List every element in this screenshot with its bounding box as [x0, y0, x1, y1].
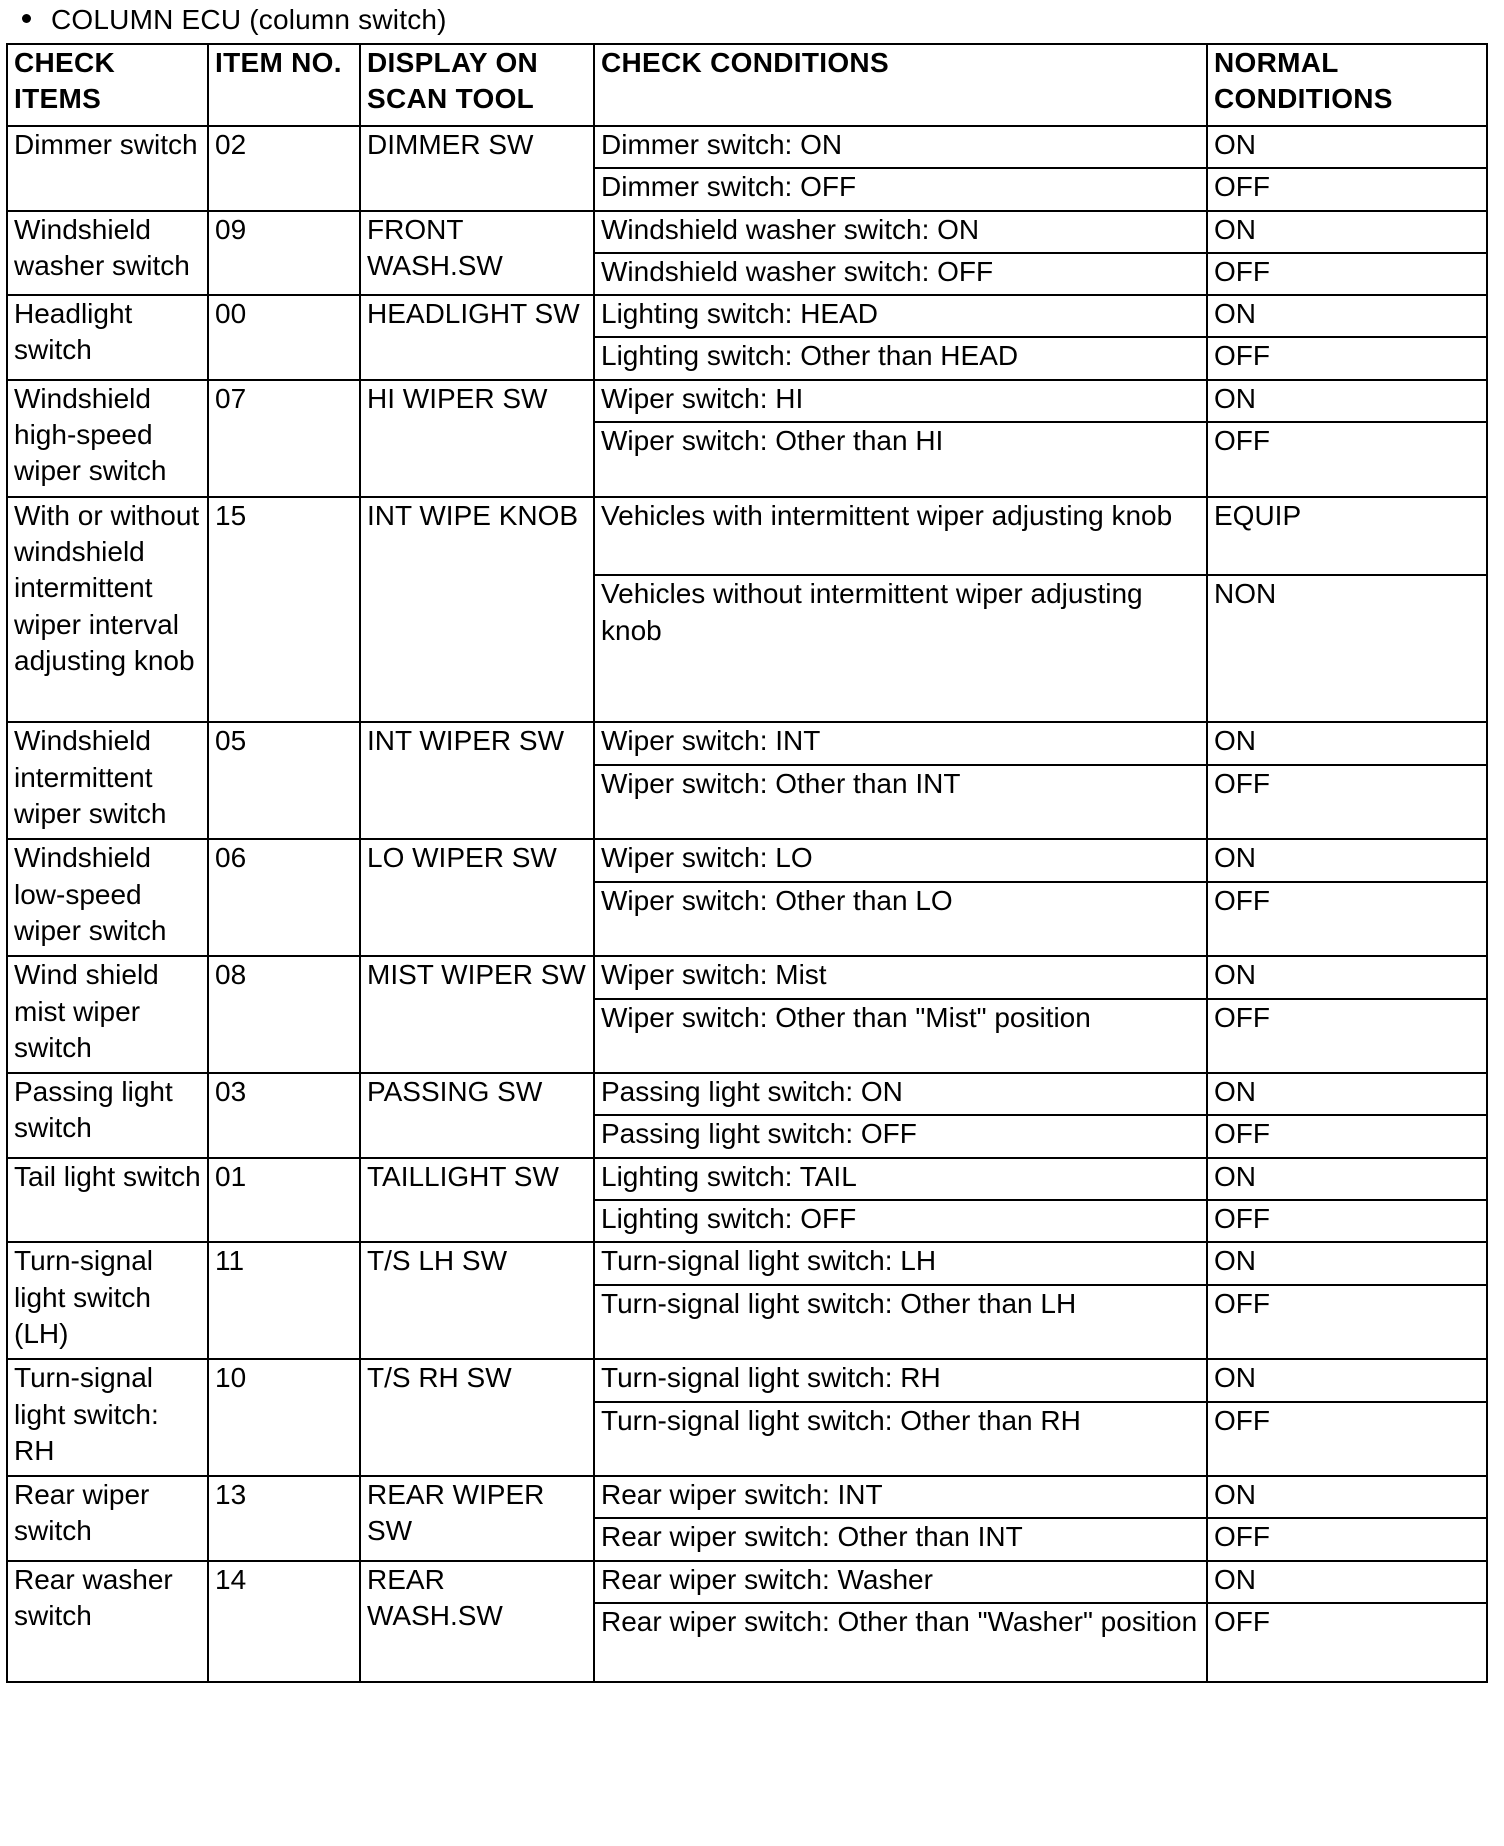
table-row	[7, 1242, 1487, 1284]
check-item-cell: Headlight switch	[7, 295, 208, 380]
normal-condition-cell: ON	[1207, 380, 1487, 422]
check-condition-cell: Passing light switch: ON	[594, 1073, 1207, 1115]
normal-condition-cell: OFF	[1207, 882, 1487, 957]
item-no-cell: 11	[208, 1242, 360, 1359]
item-no-cell: 15	[208, 497, 360, 723]
check-condition-cell: Turn-signal light switch: Other than LH	[594, 1285, 1207, 1360]
header-row	[7, 44, 1487, 126]
normal-condition-cell: ON	[1207, 211, 1487, 253]
normal-condition-cell: OFF	[1207, 765, 1487, 840]
display-cell: LO WIPER SW	[360, 839, 594, 956]
display-cell: PASSING SW	[360, 1073, 594, 1158]
check-item-cell: Rear wiper switch	[7, 1476, 208, 1561]
check-condition-cell: Rear wiper switch: INT	[594, 1476, 1207, 1518]
table-row	[7, 497, 1487, 576]
check-condition-cell: Lighting switch: TAIL	[594, 1158, 1207, 1200]
table-row	[7, 380, 1487, 422]
check-condition-cell: Rear wiper switch: Other than "Washer" position	[594, 1603, 1207, 1682]
check-condition-cell: Vehicles with intermittent wiper adjusting knob	[594, 497, 1207, 576]
header-normal-conditions: NORMAL CONDITIONS	[1207, 44, 1487, 126]
normal-condition-cell: ON	[1207, 1476, 1487, 1518]
check-condition-cell: Wiper switch: Other than HI	[594, 422, 1207, 497]
check-condition-cell: Wiper switch: Other than "Mist" position	[594, 999, 1207, 1074]
normal-condition-cell: OFF	[1207, 1402, 1487, 1477]
display-cell: REAR WASH.SW	[360, 1561, 594, 1682]
check-condition-cell: Dimmer switch: OFF	[594, 168, 1207, 210]
normal-condition-cell: OFF	[1207, 422, 1487, 497]
check-condition-cell: Wiper switch: LO	[594, 839, 1207, 881]
display-cell: HI WIPER SW	[360, 380, 594, 497]
item-no-cell: 08	[208, 956, 360, 1073]
check-item-cell: Windshield high-speed wiper switch	[7, 380, 208, 497]
item-no-cell: 02	[208, 126, 360, 211]
check-condition-cell: Windshield washer switch: OFF	[594, 253, 1207, 295]
normal-condition-cell: OFF	[1207, 1200, 1487, 1242]
section-heading	[22, 2, 447, 38]
check-condition-cell: Wiper switch: HI	[594, 380, 1207, 422]
check-condition-cell: Passing light switch: OFF	[594, 1115, 1207, 1157]
normal-condition-cell: NON	[1207, 575, 1487, 722]
display-cell: T/S LH SW	[360, 1242, 594, 1359]
item-no-cell: 13	[208, 1476, 360, 1561]
check-condition-cell: Wiper switch: Other than INT	[594, 765, 1207, 840]
check-item-cell: With or without windshield intermittent wiper interval adjusting knob	[7, 497, 208, 723]
normal-condition-cell: ON	[1207, 956, 1487, 998]
normal-condition-cell: OFF	[1207, 168, 1487, 210]
normal-condition-cell: OFF	[1207, 1603, 1487, 1682]
display-cell: INT WIPER SW	[360, 722, 594, 839]
check-item-cell: Windshield intermittent wiper switch	[7, 722, 208, 839]
display-cell: T/S RH SW	[360, 1359, 594, 1476]
header-check-items: CHECK ITEMS	[7, 44, 208, 126]
display-cell: TAILLIGHT SW	[360, 1158, 594, 1243]
check-item-cell: Turn-signal light switch: RH	[7, 1359, 208, 1476]
normal-condition-cell: OFF	[1207, 999, 1487, 1074]
normal-condition-cell: OFF	[1207, 253, 1487, 295]
check-condition-cell: Rear wiper switch: Washer	[594, 1561, 1207, 1603]
normal-condition-cell: OFF	[1207, 1518, 1487, 1560]
check-condition-cell: Vehicles without intermittent wiper adjusting knob	[594, 575, 1207, 722]
item-no-cell: 05	[208, 722, 360, 839]
table-row	[7, 1476, 1487, 1518]
table-row	[7, 1158, 1487, 1200]
header-item-no: ITEM NO.	[208, 44, 360, 126]
normal-condition-cell: ON	[1207, 1359, 1487, 1401]
item-no-cell: 00	[208, 295, 360, 380]
check-condition-cell: Wiper switch: Other than LO	[594, 882, 1207, 957]
check-condition-cell: Turn-signal light switch: LH	[594, 1242, 1207, 1284]
table-row	[7, 1561, 1487, 1603]
check-item-cell: Wind shield mist wiper switch	[7, 956, 208, 1073]
normal-condition-cell: ON	[1207, 1158, 1487, 1200]
check-condition-cell: Turn-signal light switch: Other than RH	[594, 1402, 1207, 1477]
normal-condition-cell: OFF	[1207, 1285, 1487, 1360]
display-cell: HEADLIGHT SW	[360, 295, 594, 380]
table-row	[7, 839, 1487, 881]
display-cell: INT WIPE KNOB	[360, 497, 594, 723]
check-item-cell: Passing light switch	[7, 1073, 208, 1158]
check-condition-cell: Lighting switch: Other than HEAD	[594, 337, 1207, 379]
normal-condition-cell: OFF	[1207, 1115, 1487, 1157]
item-no-cell: 06	[208, 839, 360, 956]
check-item-cell: Tail light switch	[7, 1158, 208, 1243]
normal-condition-cell: ON	[1207, 1073, 1487, 1115]
item-no-cell: 14	[208, 1561, 360, 1682]
check-condition-cell: Lighting switch: HEAD	[594, 295, 1207, 337]
display-cell: DIMMER SW	[360, 126, 594, 211]
header-check-conditions: CHECK CONDITIONS	[594, 44, 1207, 126]
normal-condition-cell: ON	[1207, 1561, 1487, 1603]
bullet-icon	[22, 14, 31, 23]
item-no-cell: 09	[208, 211, 360, 296]
item-no-cell: 01	[208, 1158, 360, 1243]
normal-condition-cell: EQUIP	[1207, 497, 1487, 576]
normal-condition-cell: ON	[1207, 295, 1487, 337]
check-condition-cell: Rear wiper switch: Other than INT	[594, 1518, 1207, 1560]
table-row	[7, 1359, 1487, 1401]
normal-condition-cell: OFF	[1207, 337, 1487, 379]
check-condition-cell: Dimmer switch: ON	[594, 126, 1207, 168]
display-cell: REAR WIPER SW	[360, 1476, 594, 1561]
normal-condition-cell: ON	[1207, 126, 1487, 168]
check-condition-cell: Windshield washer switch: ON	[594, 211, 1207, 253]
check-item-cell: Dimmer switch	[7, 126, 208, 211]
table-row	[7, 126, 1487, 168]
normal-condition-cell: ON	[1207, 722, 1487, 764]
table-row	[7, 295, 1487, 337]
table-row	[7, 956, 1487, 998]
normal-condition-cell: ON	[1207, 839, 1487, 881]
check-condition-cell: Turn-signal light switch: RH	[594, 1359, 1207, 1401]
item-no-cell: 07	[208, 380, 360, 497]
table-body	[7, 126, 1487, 1682]
section-title: COLUMN ECU (column switch)	[51, 4, 447, 35]
check-condition-cell: Lighting switch: OFF	[594, 1200, 1207, 1242]
check-table	[6, 43, 1488, 1683]
check-item-cell: Windshield low-speed wiper switch	[7, 839, 208, 956]
display-cell: MIST WIPER SW	[360, 956, 594, 1073]
item-no-cell: 10	[208, 1359, 360, 1476]
check-item-cell: Windshield washer switch	[7, 211, 208, 296]
check-condition-cell: Wiper switch: INT	[594, 722, 1207, 764]
header-display: DISPLAY ON SCAN TOOL	[360, 44, 594, 126]
item-no-cell: 03	[208, 1073, 360, 1158]
normal-condition-cell: ON	[1207, 1242, 1487, 1284]
check-item-cell: Rear washer switch	[7, 1561, 208, 1682]
check-item-cell: Turn-signal light switch (LH)	[7, 1242, 208, 1359]
table-row	[7, 211, 1487, 253]
table-row	[7, 722, 1487, 764]
table-row	[7, 1073, 1487, 1115]
check-condition-cell: Wiper switch: Mist	[594, 956, 1207, 998]
display-cell: FRONT WASH.SW	[360, 211, 594, 296]
